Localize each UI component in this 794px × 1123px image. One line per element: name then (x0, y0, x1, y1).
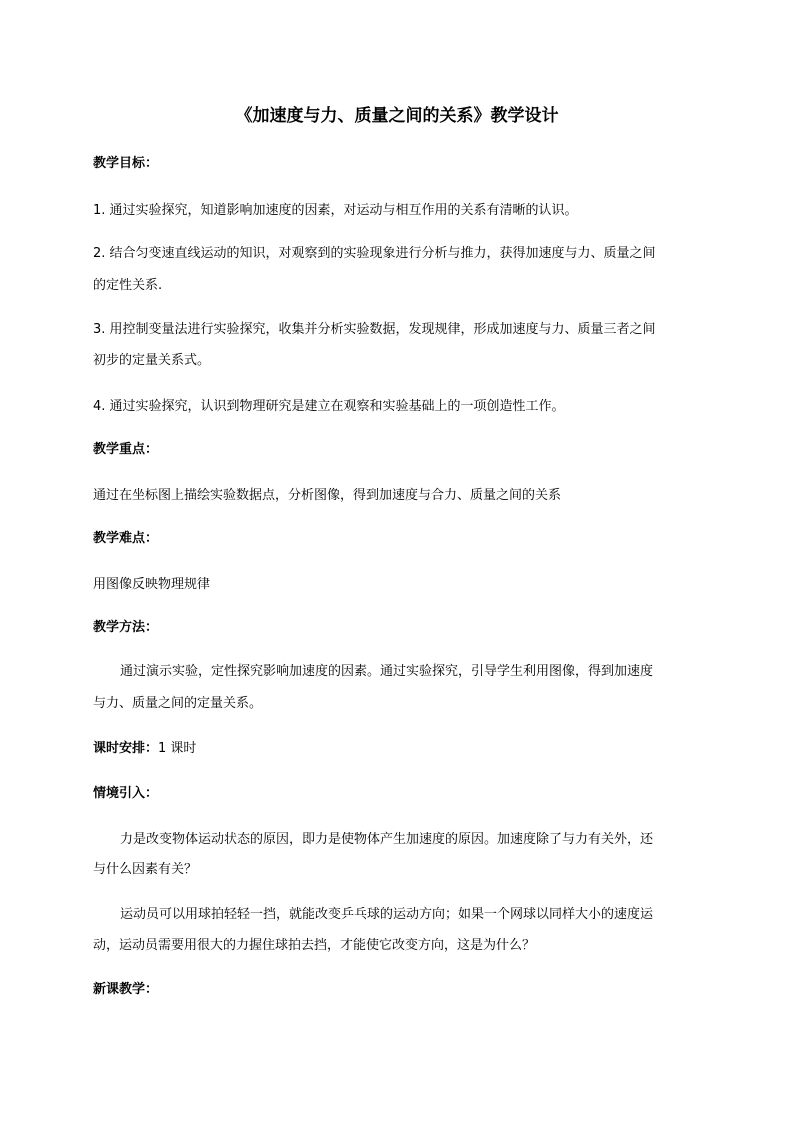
schedule-value: 1 课时 (158, 741, 197, 756)
schedule (93, 739, 196, 759)
intro-p1-line-1: 力是改变物体运动状态的原因，即力是使物体产生加速度的原因。加速度除了与力有关外，还 (120, 832, 654, 847)
objective-1: 1. 通过实验探究，知道影响加速度的因素，对运动与相互作用的关系有清晰的认识。 (93, 203, 578, 218)
intro-p1-line-2: 与什么因素有关？ (93, 862, 198, 877)
difficulties-text: 用图像反映物理规律 (93, 577, 211, 592)
objective-3-line-2: 初步的定量关系式。 (93, 353, 211, 368)
intro-heading: 情境引入： (93, 786, 159, 801)
new-lesson-heading: 新课教学： (93, 982, 159, 997)
objective-4: 4. 通过实验探究，认识到物理研究是建立在观察和实验基础上的一项创造性工作。 (93, 399, 565, 414)
intro-p2-line-1: 运动员可以用球拍轻轻一挡，就能改变乒乓球的运动方向；如果一个网球以同样大小的速度运 (120, 907, 654, 922)
key-points-text: 通过在坐标图上描绘实验数据点，分析图像，得到加速度与合力、质量之间的关系 (93, 488, 562, 503)
objective-3-line-1: 3. 用控制变量法进行实验探究，收集并分析实验数据，发现规律，形成加速度与力、质量三者之间 (93, 322, 656, 337)
methods-line-1: 通过演示实验，定性探究影响加速度的因素。通过实验探究，引导学生利用图像，得到加速度 (120, 664, 654, 679)
schedule-label: 课时安排： (93, 741, 159, 756)
methods-heading: 教学方法： (93, 620, 159, 635)
intro-p2-line-2: 动，运动员需要用很大的力握住球拍去挡，才能使它改变方向，这是为什么？ (93, 938, 536, 953)
objective-2-line-2: 的定性关系. (93, 278, 163, 293)
difficulties-heading: 教学难点： (93, 531, 159, 546)
methods-line-2: 与力、质量之间的定量关系。 (93, 696, 263, 711)
objectives-heading: 教学目标： (93, 156, 159, 171)
key-points-heading: 教学重点： (93, 442, 159, 457)
document-title: 《加速度与力、质量之间的关系》教学设计 (235, 106, 559, 126)
objective-2-line-1: 2. 结合匀变速直线运动的知识，对观察到的实验现象进行分析与推力，获得加速度与力、质量之间 (93, 246, 656, 261)
